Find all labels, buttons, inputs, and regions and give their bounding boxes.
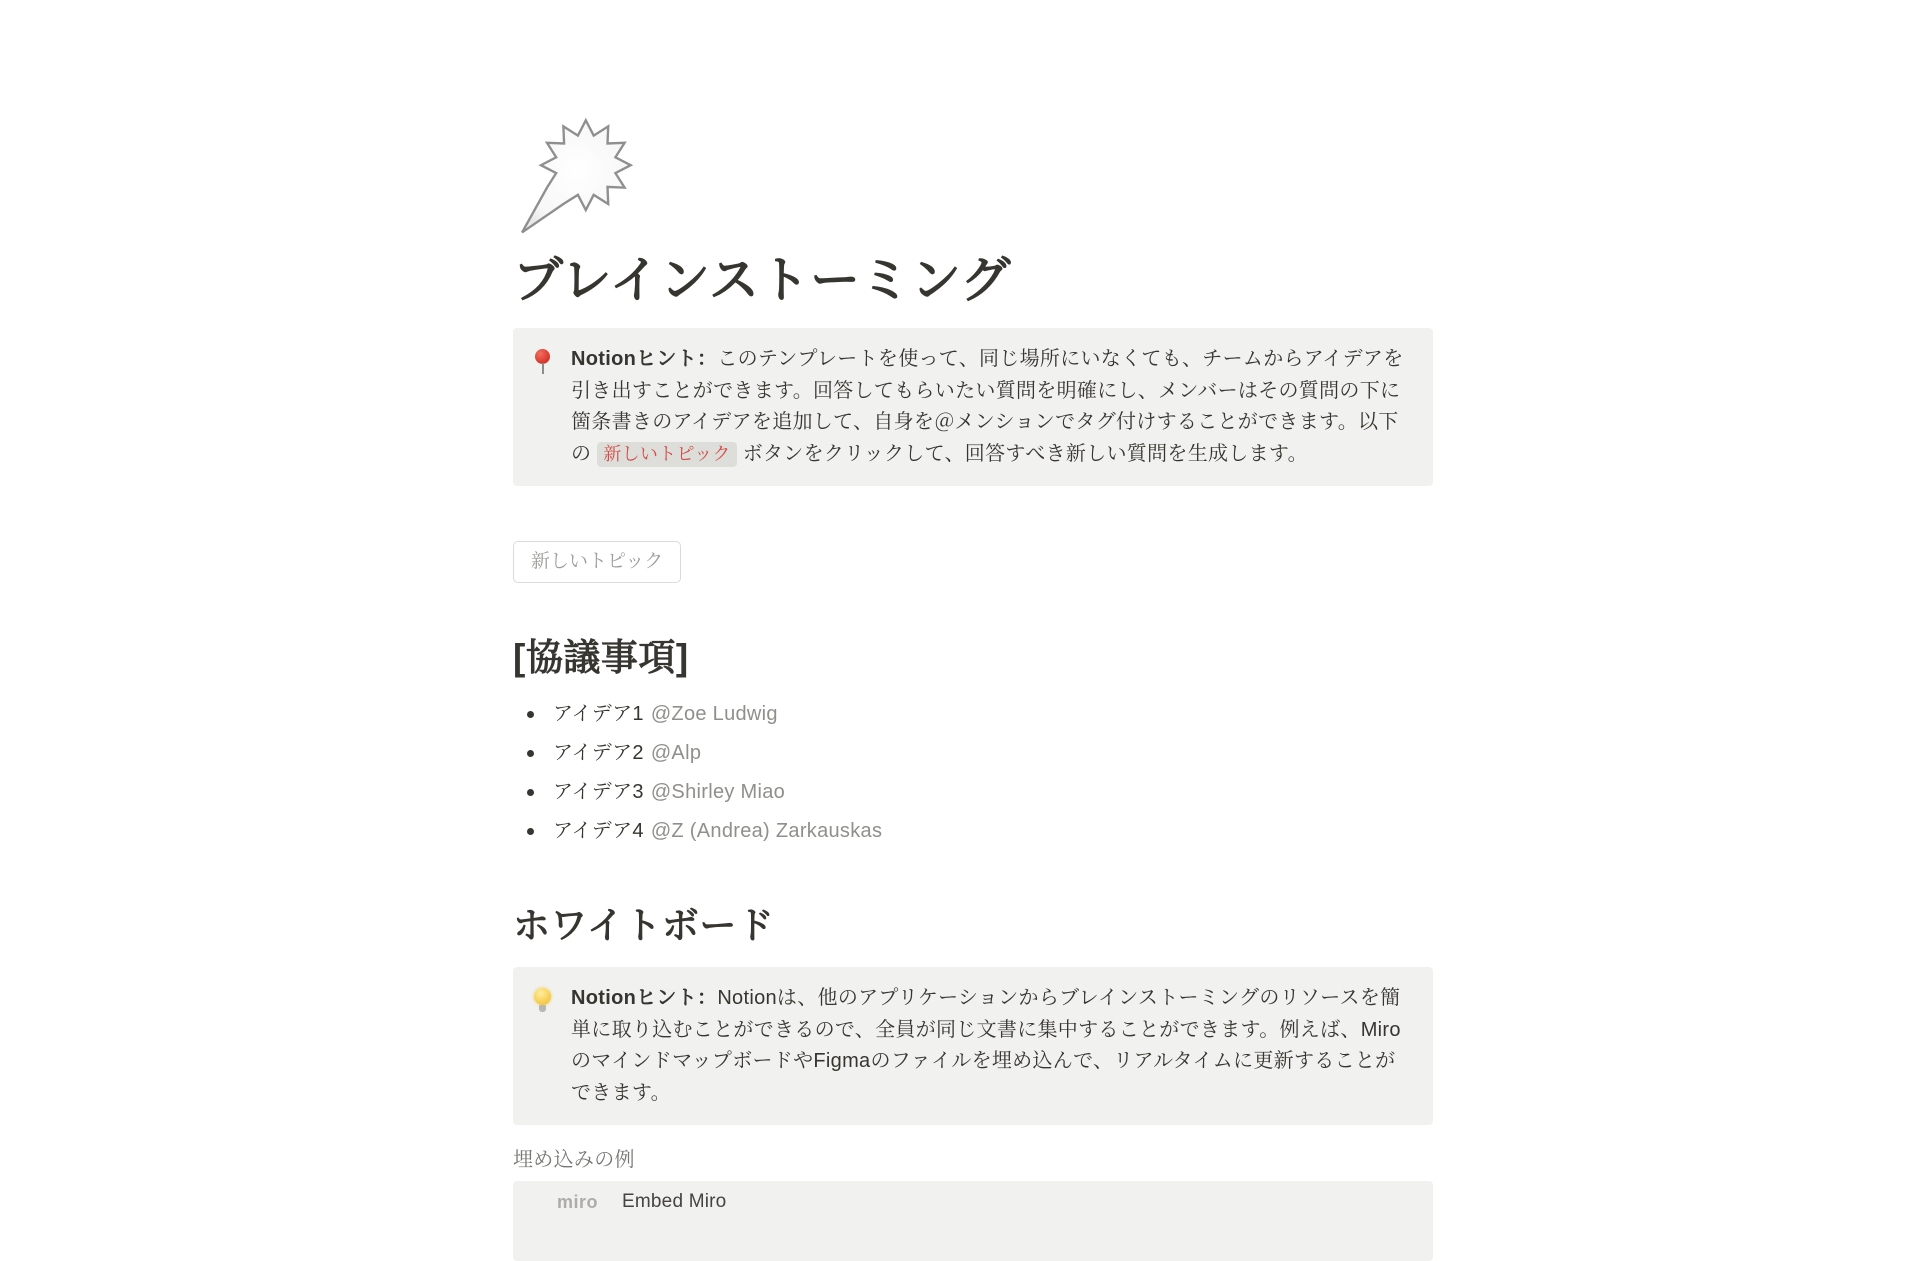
idea-label: アイデア2 <box>553 742 644 764</box>
list-item <box>513 734 1433 773</box>
whiteboard-heading: ホワイトボード <box>513 905 775 946</box>
miro-embed-block[interactable] <box>513 1181 1433 1261</box>
hint-bold-prefix: Notionヒント： <box>571 987 718 1009</box>
page-content-column <box>513 0 1433 1261</box>
bullet-dot <box>527 789 534 796</box>
new-topic-button[interactable]: 新しいトピック <box>513 541 681 583</box>
embed-title: Embed Miro <box>622 1191 727 1212</box>
idea-label: アイデア3 <box>553 781 644 803</box>
mention-z-zarkauskas[interactable]: @Z (Andrea) Zarkauskas <box>650 820 883 842</box>
new-topic-inline-code: 新しいトピック <box>597 442 736 467</box>
mention-shirley-miao[interactable]: @Shirley Miao <box>650 781 786 803</box>
lightbulb-icon <box>533 987 553 1017</box>
hint-bold-prefix: Notionヒント： <box>571 348 718 370</box>
hint-body-before-code: このテンプレートを使って、同じ場所にいなくても、チームからアイデアを引き出すことができます。回答してもらいたい質問を明確にし、メンバーはその質問の下に箇条書きのアイデアを追加して、自身を＠メンションでタグ付けすることができます。以下の <box>571 348 1404 465</box>
burst-speech-bubble-icon[interactable] <box>515 118 633 236</box>
agenda-bullet-list <box>513 695 1433 851</box>
list-item <box>513 695 1433 734</box>
callout-hint-embeds-text <box>571 983 1407 1109</box>
list-item <box>513 773 1433 812</box>
bullet-dot <box>527 750 534 757</box>
mention-zoe-ludwig[interactable]: @Zoe Ludwig <box>650 703 778 725</box>
callout-hint-embeds <box>513 967 1433 1125</box>
agenda-heading: [協議事項] <box>513 637 689 678</box>
callout-hint-templates-text <box>571 344 1407 470</box>
bullet-dot <box>527 828 534 835</box>
miro-logo: miro <box>557 1191 599 1212</box>
hint-body-after-code: ボタンをクリックして、回答すべき新しい質問を生成します。 <box>742 442 1308 465</box>
bullet-dot <box>527 711 534 718</box>
callout-hint-templates <box>513 328 1433 486</box>
page-title[interactable]: ブレインストーミング <box>513 252 1011 308</box>
mention-alp[interactable]: @Alp <box>650 742 702 764</box>
embed-example-label: 埋め込みの例 <box>513 1149 635 1171</box>
hint-body: Notionは、他のアプリケーションからブレインストーミングのリソースを簡単に取り込むことができるので、全員が同じ文書に集中することができます。例えば、MiroのマインドマップボードやFigmaのファイルを埋め込んで、リアルタイムに更新することができます。 <box>571 987 1401 1104</box>
pushpin-icon <box>533 348 553 378</box>
idea-label: アイデア4 <box>553 820 644 842</box>
list-item <box>513 812 1433 851</box>
idea-label: アイデア1 <box>553 703 644 725</box>
